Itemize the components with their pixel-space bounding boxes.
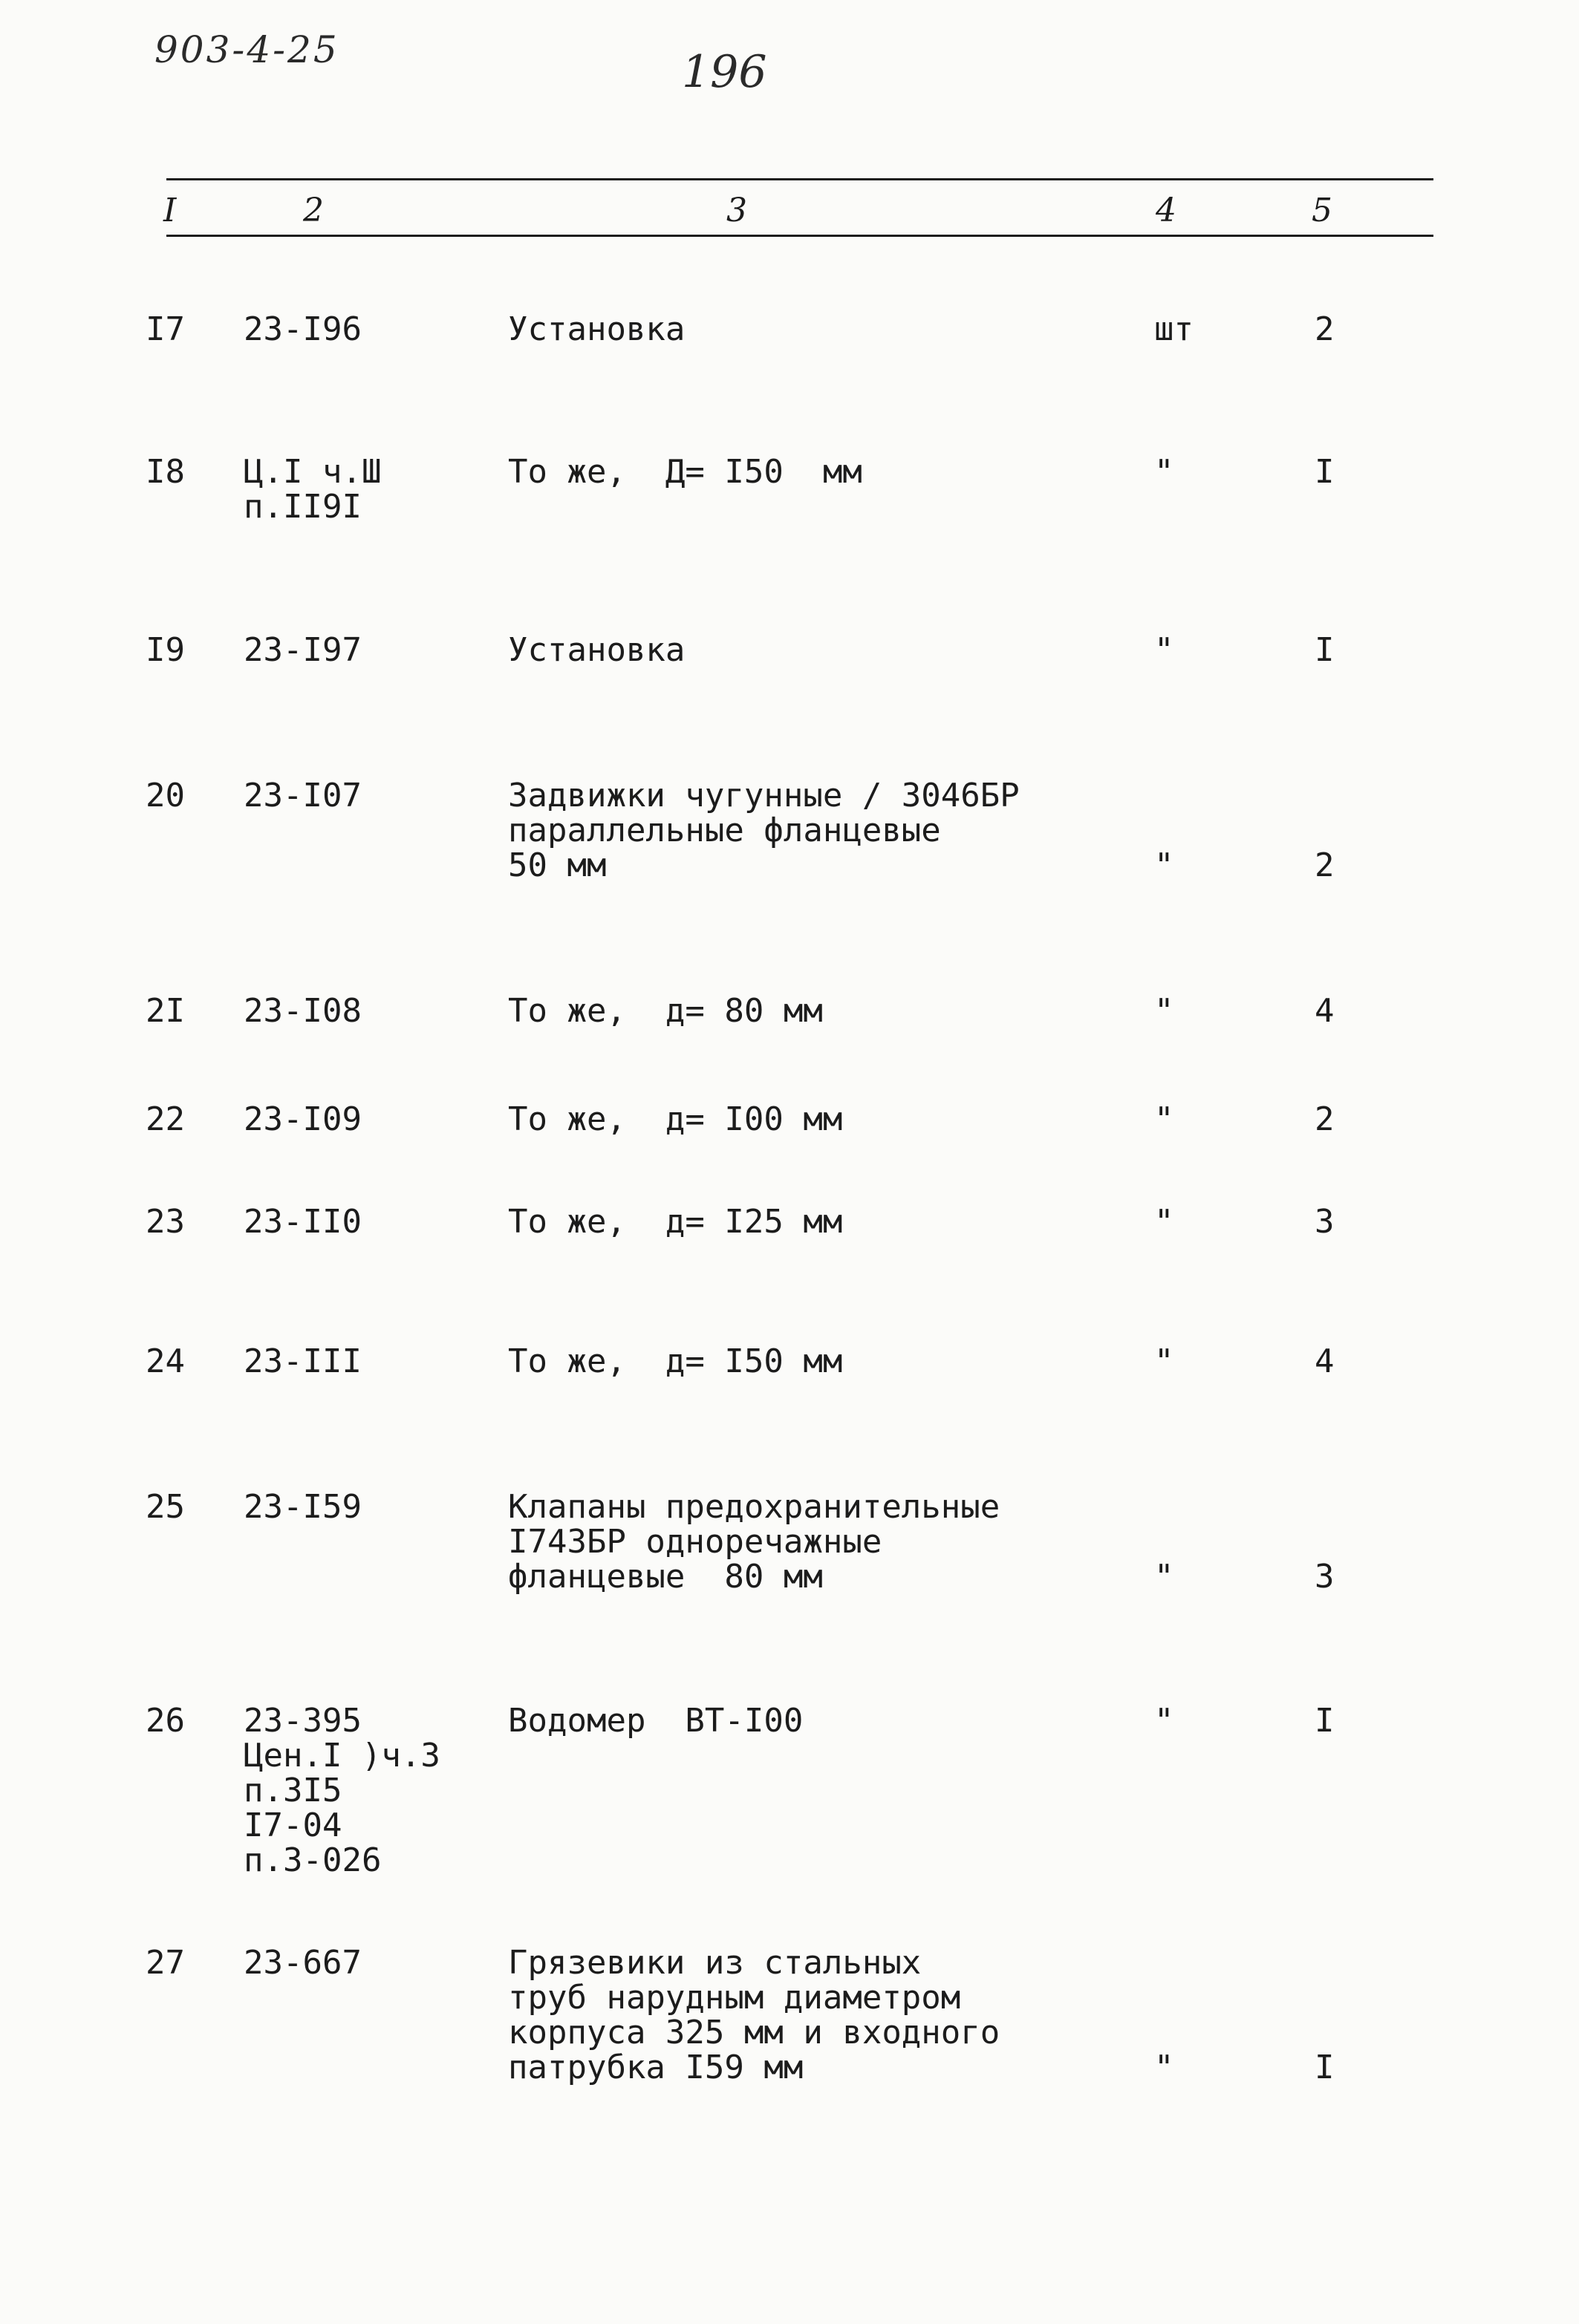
- norm-code-line: 23-I96: [244, 310, 362, 348]
- description-line: 50 мм: [508, 846, 607, 884]
- unit: ": [1154, 631, 1174, 669]
- norm-code-line: 23-I08: [244, 992, 362, 1030]
- row-number: I8: [146, 453, 185, 491]
- row-number: 24: [146, 1342, 185, 1380]
- norm-code-line: 23-III: [244, 1342, 362, 1380]
- column-header-1: I: [163, 192, 177, 229]
- quantity: I: [1315, 631, 1335, 669]
- table-top-rule: [166, 178, 1433, 180]
- column-header-3: 3: [726, 192, 747, 229]
- description-line: Грязевики из стальных: [508, 1944, 922, 1982]
- norm-code-line: Ц.I ч.Ш: [244, 453, 382, 491]
- unit: ": [1154, 1702, 1174, 1740]
- description-line: То же, д= I50 мм: [508, 1342, 843, 1380]
- description-line: Установка: [508, 631, 686, 669]
- column-header-2: 2: [303, 192, 324, 229]
- norm-code-line: п.3-026: [244, 1841, 382, 1879]
- description-line: То же, Д= I50 мм: [508, 453, 862, 491]
- norm-code-line: I7-04: [244, 1806, 342, 1844]
- row-number: 22: [146, 1100, 185, 1138]
- description-line: I743БР одноречажные: [508, 1523, 882, 1561]
- document-code: 903-4-25: [154, 28, 339, 71]
- norm-code-line: 23-I59: [244, 1488, 362, 1526]
- norm-code-line: п.II9I: [244, 488, 362, 526]
- description-line: Установка: [508, 310, 686, 348]
- quantity: 3: [1315, 1558, 1335, 1596]
- row-number: 25: [146, 1488, 185, 1526]
- description-line: Задвижки чугунные / 3046БР: [508, 777, 1020, 815]
- norm-code-line: 23-667: [244, 1944, 362, 1982]
- norm-code-line: 23-II0: [244, 1203, 362, 1241]
- quantity: 4: [1315, 992, 1335, 1030]
- row-number: 27: [146, 1944, 185, 1982]
- description-line: корпуса 325 мм и входного: [508, 2014, 1000, 2052]
- norm-code-line: 23-I97: [244, 631, 362, 669]
- quantity: 2: [1315, 1100, 1335, 1138]
- quantity: 4: [1315, 1342, 1335, 1380]
- quantity: I: [1315, 453, 1335, 491]
- table-header-rule: [166, 235, 1433, 237]
- quantity: I: [1315, 1702, 1335, 1740]
- quantity: 3: [1315, 1203, 1335, 1241]
- description-line: параллельные фланцевые: [508, 812, 941, 849]
- unit: ": [1154, 2049, 1174, 2086]
- norm-code-line: п.3I5: [244, 1772, 342, 1809]
- description-line: То же, д= I00 мм: [508, 1100, 843, 1138]
- row-number: I9: [146, 631, 185, 669]
- norm-code-line: 23-I07: [244, 777, 362, 815]
- description-line: То же, д= 80 мм: [508, 992, 823, 1030]
- row-number: 20: [146, 777, 185, 815]
- description-line: Клапаны предохранительные: [508, 1488, 1000, 1526]
- description-line: патрубка I59 мм: [508, 2049, 804, 2086]
- row-number: 23: [146, 1203, 185, 1241]
- unit: ": [1154, 1203, 1174, 1241]
- quantity: 2: [1315, 846, 1335, 884]
- norm-code-line: 23-395: [244, 1702, 362, 1740]
- unit: ": [1154, 1100, 1174, 1138]
- row-number: I7: [146, 310, 185, 348]
- norm-code-line: Цен.I )ч.3: [244, 1737, 440, 1775]
- unit: ": [1154, 846, 1174, 884]
- row-number: 2I: [146, 992, 185, 1030]
- norm-code-line: 23-I09: [244, 1100, 362, 1138]
- unit: ": [1154, 1342, 1174, 1380]
- unit: ": [1154, 1558, 1174, 1596]
- quantity: I: [1315, 2049, 1335, 2086]
- column-header-5: 5: [1312, 192, 1332, 229]
- page-number: 196: [682, 46, 767, 98]
- unit: шт: [1154, 310, 1194, 348]
- description-line: труб нарудным диаметром: [508, 1979, 961, 2017]
- quantity: 2: [1315, 310, 1335, 348]
- description-line: фланцевые 80 мм: [508, 1558, 823, 1596]
- row-number: 26: [146, 1702, 185, 1740]
- description-line: Водомер ВТ-I00: [508, 1702, 804, 1740]
- description-line: То же, д= I25 мм: [508, 1203, 843, 1241]
- unit: ": [1154, 453, 1174, 491]
- column-header-4: 4: [1156, 192, 1176, 229]
- unit: ": [1154, 992, 1174, 1030]
